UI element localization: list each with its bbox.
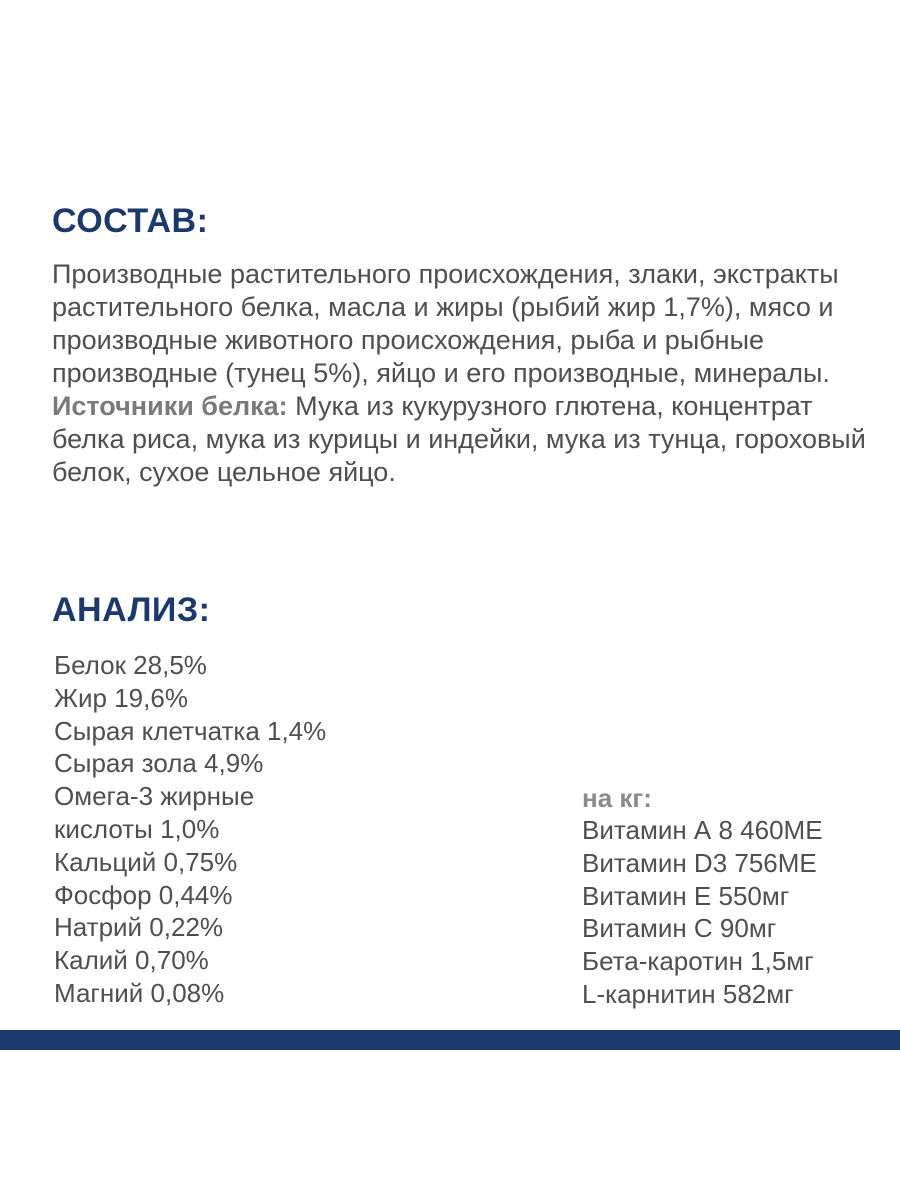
vitamin-item: Витамин А 8 460МЕ [582, 815, 823, 845]
analysis-item: Натрий 0,22% [54, 912, 224, 943]
vitamin-item: L-карнитин 582мг [582, 978, 794, 1009]
analysis-item: кислоты 1,0% [54, 813, 220, 844]
protein-sources-text: Мука из кукурузного глютена, концентрат белка риса, мука из курицы и индейки, мука из тунца, гороховый белок, сухое цельное яйцо. [52, 391, 866, 487]
per-kg-label: на кг: [582, 783, 652, 813]
analysis-item: Калий 0,70% [54, 945, 209, 976]
analysis-title: АНАЛИЗ: [52, 591, 211, 629]
composition-ingredients: Производные растительного происхождения, злаки, экстракты растительного белка, масла и жиры (рыбий жир 1,7%), мясо и производные животного происхождения, рыба и рыбные производные (тунец 5%), яйцо и его производные, минералы. [52, 259, 839, 388]
analysis-list [54, 649, 326, 1010]
protein-sources-label: Источники белка: [52, 391, 288, 421]
analysis-item: Омега-3 жирные [54, 781, 255, 812]
analysis-item: Фосфор 0,44% [54, 879, 233, 910]
analysis-item: Кальций 0,75% [54, 846, 238, 877]
analysis-item: Жир 19,6% [54, 682, 188, 713]
analysis-item: Белок 28,5% [54, 650, 207, 680]
composition-text [52, 258, 872, 489]
vitamin-item: Витамин Е 550мг [582, 880, 790, 911]
vitamin-item: Витамин С 90мг [582, 913, 777, 944]
analysis-item: Магний 0,08% [54, 977, 225, 1008]
vitamin-item: Бета-каротин 1,5мг [582, 946, 814, 977]
analysis-item: Сырая зола 4,9% [54, 748, 264, 779]
analysis-item: Сырая клетчатка 1,4% [54, 715, 327, 746]
vitamin-item: Витамин D3 756МЕ [582, 847, 817, 878]
vitamin-list [582, 814, 823, 1011]
bottom-divider-bar [0, 1030, 900, 1050]
composition-title: СОСТАВ: [52, 202, 209, 240]
